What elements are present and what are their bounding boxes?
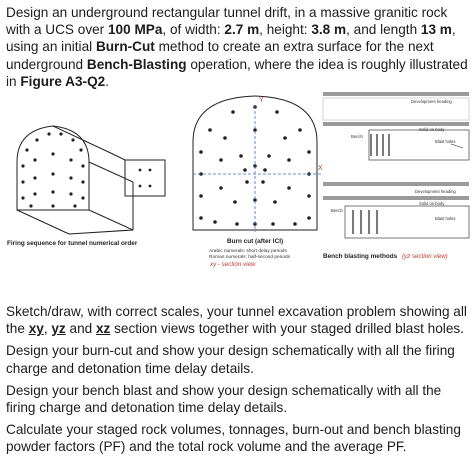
problem-intro	[6, 4, 470, 90]
ucs-value: 100 MPa	[108, 22, 163, 38]
height-value: 3.8 m	[311, 22, 347, 38]
label-bench-2: Bench	[331, 208, 343, 213]
right-view-label: (yz section view)	[402, 253, 448, 260]
label-development-heading-2: Development heading	[415, 189, 456, 194]
task-text: section views together with your staged drilled blast holes.	[110, 321, 464, 337]
middle-note-roman: Roman numerals: half-second periods	[209, 255, 291, 260]
label-blast-holes: Blast holes	[435, 139, 456, 144]
xy-term: xy	[28, 321, 44, 337]
intro-text: .	[105, 73, 109, 89]
intro-text: method to create an extra surface for the next underground	[6, 39, 434, 72]
label-bench: Bench	[351, 134, 363, 139]
yz-term: yz	[51, 321, 66, 337]
axis-y-label: Y	[259, 97, 264, 104]
task-calculate: Calculate your staged rock volumes, tonnages, burn-out and bench blasting powder factors (PF) and the total rock volume and the average PF.	[6, 422, 461, 455]
intro-text: Design an underground rectangular tunnel drift, in a massive granitic rock with a UCS over	[6, 5, 448, 38]
width-value: 2.7 m	[224, 22, 260, 38]
task-list	[6, 303, 470, 461]
task-bench-blast: Design your bench blast and show your design schematically with all the firing charge and detonation time delay details.	[6, 382, 442, 416]
tunnel-firing-diagram	[17, 126, 165, 234]
figure-svg	[5, 90, 471, 272]
middle-caption: Burn cut (after ICI)	[227, 238, 284, 245]
burn-cut-axes	[193, 97, 323, 232]
axis-x-label: X	[318, 165, 323, 172]
bench-bottom-section	[323, 182, 469, 238]
burn-cut-term: Burn-Cut	[95, 39, 155, 55]
task-text: Sketch/draw, with correct scales, your tunnel excavation problem showing all the	[6, 304, 467, 337]
task-text: ,	[43, 321, 52, 337]
intro-text: operation, where the idea is roughly illustrated in	[6, 56, 468, 89]
bench-top-section	[323, 92, 469, 160]
intro-text: , and length	[346, 22, 421, 38]
label-blast-holes-2: Blast holes	[435, 216, 456, 221]
label-development-heading: Development heading	[411, 99, 452, 104]
intro-text: , using an initial	[6, 22, 456, 55]
figure-reference: Figure A3-Q2	[20, 73, 106, 89]
task-text: and	[65, 321, 96, 337]
label-solid-on-body: Solid on body	[419, 127, 445, 132]
middle-note-arabic: Arabic numerals: short delay periods	[209, 249, 287, 254]
middle-view-label: xy - section view	[210, 261, 256, 268]
figure-a3-q2	[5, 90, 471, 272]
task-burn-cut: Design your burn-cut and show your design schematically with all the firing charge and detonation time delay details.	[6, 343, 455, 376]
task-sketch	[6, 303, 470, 337]
bench-blasting-term: Bench-Blasting	[86, 56, 187, 72]
intro-text: , height:	[259, 22, 312, 38]
length-value: 13 m	[420, 22, 452, 38]
xz-term: xz	[95, 321, 111, 337]
right-caption: Bench blasting methods	[323, 253, 398, 260]
label-solid-on-body-2: Solid on body	[419, 201, 445, 206]
intro-text: , of width:	[162, 22, 225, 38]
left-caption: Firing sequence for tunnel numerical order	[7, 240, 138, 247]
